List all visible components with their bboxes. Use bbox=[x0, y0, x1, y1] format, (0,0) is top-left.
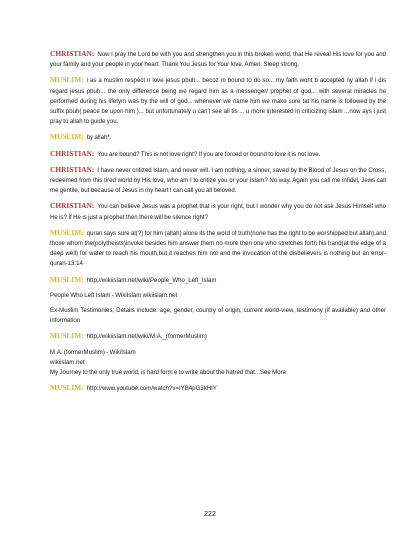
message-paragraph bbox=[50, 75, 386, 127]
message-text: You are bound? This is not love right? If you are forced or bound to love it is not love. bbox=[97, 150, 321, 158]
speaker-label: CHRISTIAN: bbox=[50, 148, 95, 158]
message-text: Ex-Muslim Testimonies; Details include: age, gender, country of origin, current world-view, testimony (if available) and other information bbox=[50, 307, 386, 325]
speaker-label: MUSLIM: bbox=[50, 75, 84, 85]
message-text: by allah*. bbox=[86, 134, 112, 142]
message-text: People Who Left Islam - WikiIslam wikiislam.net bbox=[50, 291, 178, 299]
speaker-label: MUSLIM: bbox=[50, 274, 84, 284]
message-text: i as a muslim respect n love jesus pbuh... becoz m bound to do so... my faith wont b accepted ny allah if i dis regard jesus pbuh... the only difference being we regard him as a messenger/ prophet of god... with several miracles he performed during his lifetym was by the will of god... whenever we name him we make sure tat his name is followed by the suffix pbuh( peace be upon him )... but unfortunately u can't see all tis ... u more interested in criticizing islam ...now ays i just pray to allah to guide you. bbox=[50, 77, 386, 126]
speaker-label: CHRISTIAN: bbox=[50, 164, 95, 174]
speaker-label: CHRISTIAN: bbox=[50, 201, 95, 211]
message-text: http://wikiislam.net/wiki/People_Who_Left_Islam bbox=[86, 276, 217, 284]
message-text: http://www.youtube.com/watch?v=IYB4pG3kHIY bbox=[86, 385, 217, 393]
message-paragraph bbox=[50, 306, 386, 326]
message-paragraph bbox=[50, 228, 386, 270]
message-paragraph bbox=[50, 201, 386, 222]
speaker-label: CHRISTIAN: bbox=[50, 49, 95, 58]
message-paragraph bbox=[50, 291, 386, 301]
message-text: quran says sure al(?) for him (allah) alone its the word of truth(none has the right to be worshipped but allah),and those whom the(polytheists)invoke besides him answer them no more then one who stretches forth his hand(at the edge of a deep well) for water to reach his mouth,but it reaches him not and the invocation of the disbelievers is nothing but an error-quran-13:14 bbox=[50, 229, 386, 268]
speaker-label: MUSLIM: bbox=[50, 132, 84, 142]
message-paragraph bbox=[50, 149, 386, 160]
message-paragraph bbox=[50, 348, 386, 379]
message-line: M.A. (formerMuslim) - WikiIslam bbox=[50, 348, 136, 356]
message-paragraph bbox=[50, 165, 386, 197]
message-text: http://wikiislam.net/wiki/M.A._(formerMuslim) bbox=[86, 333, 207, 341]
conversation bbox=[50, 49, 386, 394]
message-paragraph bbox=[50, 132, 386, 143]
speaker-label: MUSLIM: bbox=[50, 383, 84, 393]
message-text: You can believe Jesus was a prophet that is your right, but I wonder why you do not ask Jesus Himself who He is? If He is just a prophet then there will be silence right? bbox=[50, 203, 386, 221]
speaker-label: MUSLIM: bbox=[50, 331, 84, 341]
message-line: My Journey to the only true world, is hard form e to write about the hatred that...See More bbox=[50, 369, 287, 377]
message-paragraph bbox=[50, 49, 386, 70]
message-paragraph bbox=[50, 331, 386, 342]
page-number: 222 bbox=[204, 511, 216, 518]
message-paragraph bbox=[50, 275, 386, 286]
speaker-label: MUSLIM: bbox=[50, 227, 84, 237]
message-text: I have never critized Islam, and never will. I am nothing, a sinner, saved by the Blood of Jesus on the Cross, redeemed from this tired world by His love, who am I to critize you or your Islam? No way. Again you call me infidel, Jews call me gentile, but because of Jesus in my heart I can call you all beloved. bbox=[50, 166, 386, 195]
message-line: wikiislam.net bbox=[50, 358, 85, 366]
message-text: Now I pray the Lord be with you and strengthen you in this broken world, that He reveal His love for you and your family and your people in your heart. Thank You Jesus for Your love. Amen. Sleep strong. bbox=[50, 51, 386, 69]
message-paragraph bbox=[50, 383, 386, 394]
